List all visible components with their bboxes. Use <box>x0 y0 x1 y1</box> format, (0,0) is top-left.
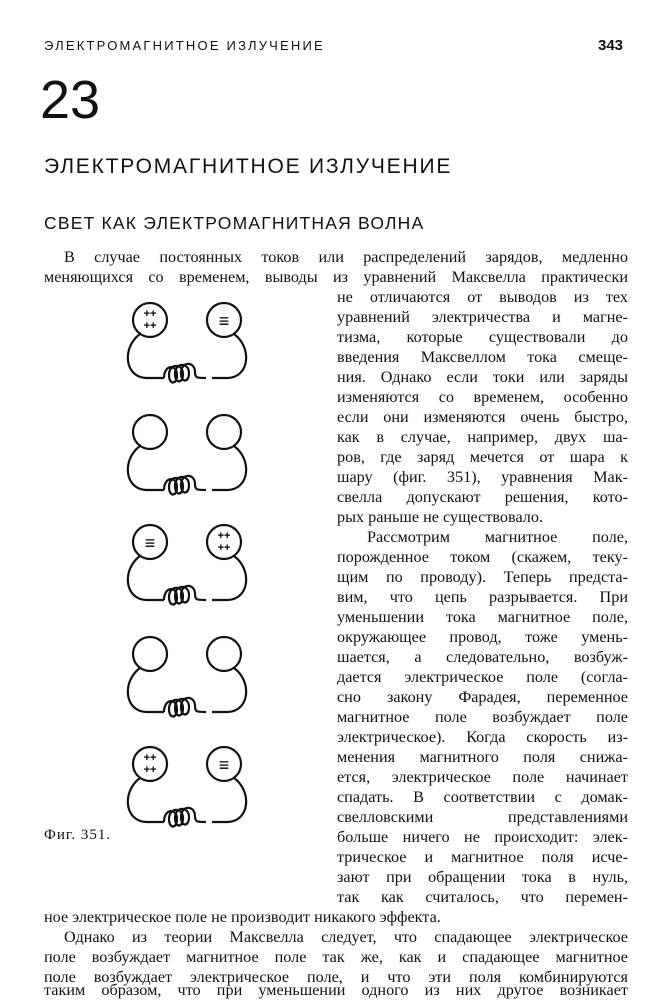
svg-text:++: ++ <box>217 530 231 542</box>
svg-text:++: ++ <box>217 542 231 554</box>
running-head: ЭЛЕКТРОМАГНИТНОЕ ИЗЛУЧЕНИЕ <box>44 38 325 53</box>
figure-panel <box>128 525 246 605</box>
text-line: дается электрическое поле (согла- <box>337 668 628 686</box>
text-line: спадать. В соответствии с домак- <box>337 788 628 806</box>
chapter-number: 23 <box>40 70 101 130</box>
figure-panel <box>128 415 246 495</box>
text-line: шается, а следовательно, возбуж- <box>337 648 628 666</box>
text-line: таким образом, что при уменьшении одного из них другое возникает <box>44 981 628 999</box>
text-line: тизма, которые существовали до <box>337 328 628 346</box>
text-line: шару (фиг. 351), уравнения Мак- <box>337 468 628 486</box>
text-line: если они изменяются очень быстро, <box>337 408 628 426</box>
text-line: свелла допускают решения, кото- <box>337 488 628 506</box>
text-line: магнитное поле возбуждает поле <box>337 708 628 726</box>
text-line: щим по проводу). Теперь предста- <box>337 568 628 586</box>
text-line: введения Максвеллом тока смеще- <box>337 348 628 366</box>
text-line: зают при обращении тока в нуль, <box>337 868 628 886</box>
text-line: рых раньше не существовало. <box>337 508 544 526</box>
text-line: вим, что цепь разрывается. При <box>337 588 628 606</box>
text-line: ется, электрическое поле начинает <box>337 768 628 786</box>
text-line: больше ничего не происходит: элек- <box>337 828 628 846</box>
figure-panel <box>128 637 246 717</box>
text-line: изменяются со временем, особенно <box>337 388 628 406</box>
svg-text:++: ++ <box>143 320 157 332</box>
svg-text:≡: ≡ <box>218 755 230 775</box>
section-title: СВЕТ КАК ЭЛЕКТРОМАГНИТНАЯ ВОЛНА <box>44 213 425 233</box>
text-line: ное электрическое поле не производит никакого эффекта. <box>44 908 441 926</box>
text-line: Однако из теории Максвелла следует, что спадающее электрическое <box>64 928 628 946</box>
text-line: Рассмотрим магнитное поле, <box>367 528 628 546</box>
text-line: так как считалось, что перемен- <box>337 888 628 906</box>
figure-351-illustration <box>120 295 270 855</box>
text-line: ния. Однако если токи или заряды <box>337 368 628 386</box>
text-line: электрическое). Когда скорость из- <box>337 728 628 746</box>
text-line: менения магнитного поля снижа- <box>337 748 628 766</box>
text-line: меняющихся со временем, выводы из уравнений Максвелла практически <box>44 268 628 286</box>
text-line: свелловскими представлениями <box>337 808 628 826</box>
page-number: 343 <box>598 37 624 54</box>
svg-text:≡: ≡ <box>144 533 156 553</box>
text-line: уменьшении тока магнитное поле, <box>337 608 628 626</box>
text-line: трическое и магнитное поля исче- <box>337 848 628 866</box>
svg-text:++: ++ <box>143 752 157 764</box>
figure-panel <box>128 747 246 827</box>
svg-text:++: ++ <box>143 764 157 776</box>
text-line: сно закону Фарадея, переменное <box>337 688 628 706</box>
text-line: окружающее провод, тоже умень- <box>337 628 628 646</box>
text-line: В случае постоянных токов или распределений зарядов, медленно <box>64 248 628 266</box>
text-line: поле возбуждает магнитное поле так же, как и спадающее магнитное <box>44 948 628 966</box>
svg-text:≡: ≡ <box>218 311 230 331</box>
figure-caption: Фиг. 351. <box>44 827 112 843</box>
chapter-title: ЭЛЕКТРОМАГНИТНОЕ ИЗЛУЧЕНИЕ <box>44 155 453 178</box>
text-line: порожденное током (скажем, теку- <box>337 548 628 566</box>
text-line: уравнений электричества и магне- <box>337 308 628 326</box>
text-line: поле возбуждает электрическое поле, и что эти поля комбинируются <box>44 968 628 986</box>
text-line: как в случае, например, двух ша- <box>337 428 628 446</box>
svg-text:++: ++ <box>143 308 157 320</box>
text-line: ров, где заряд мечется от шара к <box>337 448 628 466</box>
text-line: не отличаются от выводов из тех <box>337 288 628 306</box>
figure-panel <box>128 303 246 383</box>
